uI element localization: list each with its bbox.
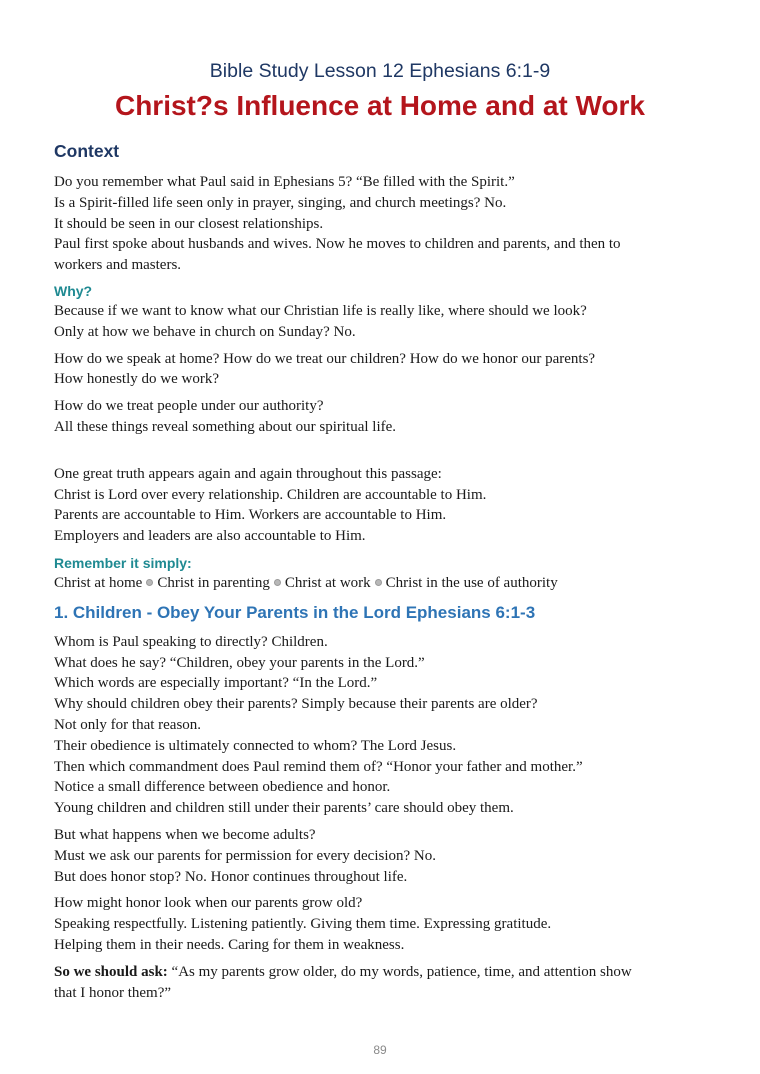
- text-line: that I honor them?”: [54, 984, 172, 1001]
- section-1-heading: 1. Children - Obey Your Parents in the Lord Ephesians 6:1-3: [54, 602, 536, 622]
- text-line: Christ is Lord over every relationship. Children are accountable to Him.: [54, 486, 487, 503]
- text-line: All these things reveal something about our spiritual life.: [54, 418, 397, 435]
- remember-item: Christ in parenting: [157, 574, 270, 591]
- text-line: Must we ask our parents for permission for every decision? No.: [54, 847, 436, 864]
- bullet-dot-icon: [146, 579, 153, 586]
- lesson-content: [54, 138, 714, 1003]
- remember-heading: Remember it simply:: [54, 554, 192, 571]
- page-number: 89: [373, 1043, 387, 1057]
- text-line: Only at how we behave in church on Sunday? No.: [54, 323, 356, 340]
- remember-item: Christ at home: [54, 574, 143, 591]
- text-line: Is a Spirit-filled life seen only in prayer, singing, and church meetings? No.: [54, 194, 507, 211]
- lesson-title: Christ?s Influence at Home and at Work: [114, 90, 646, 121]
- bullet-dot-icon: [375, 579, 382, 586]
- text-line: But does honor stop? No. Honor continues throughout life.: [54, 868, 408, 885]
- remember-item: Christ in the use of authority: [385, 574, 558, 591]
- text-line: How honestly do we work?: [54, 371, 219, 388]
- text-line: Then which commandment does Paul remind them of? “Honor your father and mother.”: [54, 758, 583, 775]
- lesson-subtitle: Bible Study Lesson 12 Ephesians 6:1-9: [209, 60, 551, 82]
- text-line: Helping them in their needs. Caring for them in weakness.: [54, 936, 405, 953]
- text-line: Why should children obey their parents? Simply because their parents are older?: [54, 696, 538, 713]
- text-line: What does he say? “Children, obey your parents in the Lord.”: [54, 654, 425, 671]
- text-line: Because if we want to know what our Christian life is really like, where should we look?: [54, 302, 587, 319]
- text-line: One great truth appears again and again throughout this passage:: [54, 465, 442, 482]
- ask-label: So we should ask:: [54, 963, 168, 980]
- remember-list: [54, 573, 714, 594]
- text-line: Not only for that reason.: [54, 716, 202, 733]
- text-line: workers and masters.: [54, 257, 182, 274]
- text-line: Whom is Paul speaking to directly? Children.: [54, 633, 328, 650]
- ask-paragraph: [54, 962, 714, 983]
- bullet-dot-icon: [274, 579, 281, 586]
- text-line: Speaking respectfully. Listening patiently. Giving them time. Expressing gratitude.: [54, 916, 552, 933]
- text-line: But what happens when we become adults?: [54, 826, 316, 843]
- text-line: How might honor look when our parents grow old?: [54, 895, 363, 912]
- why-heading: Why?: [54, 282, 93, 299]
- ask-text: “As my parents grow older, do my words, patience, time, and attention show: [167, 963, 632, 980]
- remember-item: Christ at work: [284, 574, 371, 591]
- text-line: Which words are especially important? “In the Lord.”: [54, 675, 378, 692]
- text-line: Employers and leaders are also accountable to Him.: [54, 528, 366, 545]
- text-line: Do you remember what Paul said in Ephesians 5? “Be filled with the Spirit.”: [54, 174, 515, 190]
- text-line: How do we treat people under our authority?: [54, 398, 324, 415]
- text-line: How do we speak at home? How do we treat our children? How do we honor our parents?: [54, 350, 596, 367]
- text-line: Paul first spoke about husbands and wives. Now he moves to children and parents, and then to: [54, 236, 621, 253]
- text-line: Parents are accountable to Him. Workers are accountable to Him.: [54, 507, 447, 524]
- text-line: Young children and children still under their parents’ care should obey them.: [54, 800, 514, 817]
- text-line: It should be seen in our closest relationships.: [54, 215, 324, 232]
- text-line: Their obedience is ultimately connected to whom? The Lord Jesus.: [54, 737, 457, 754]
- text-line: Notice a small difference between obedience and honor.: [54, 779, 391, 796]
- context-heading: Context: [54, 141, 120, 161]
